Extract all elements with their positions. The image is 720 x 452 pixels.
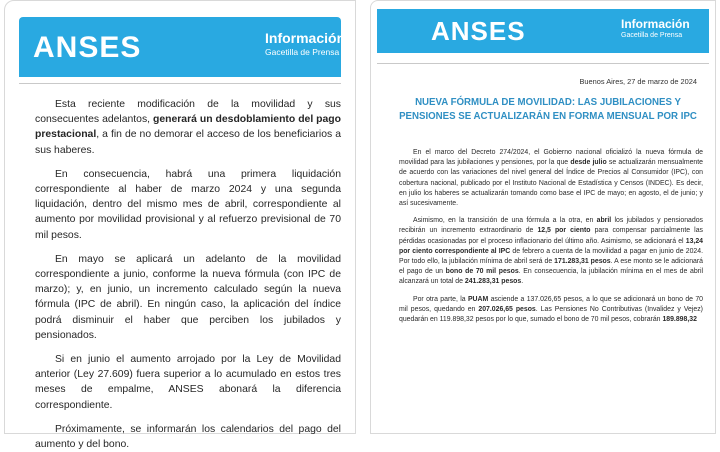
paragraph: En mayo se aplicará un adelanto de la movilidad correspondiente a junio, conforme la nueva fórmula (con IPC de marzo); y, en junio, un incremento calculado según la nueva fórmula (IPC de abril). En ningún caso, la aplicación del índice podrá disminuir el haber que perciben los jubilados y pensionados. <box>35 253 341 341</box>
anses-logo: ANSES <box>431 16 526 46</box>
info-label <box>265 31 345 58</box>
press-release-page-right <box>370 0 716 434</box>
paragraph: Por otra parte, la PUAM asciende a 137.026,65 pesos, a lo que se adicionará un bono de 70 mil pesos, quedando en 207.026,65 pesos. Las Pensiones No Contributivas (Invalidez y Vejez) quedarán en 119.898,32 pesos por lo que, sumado el bono de 70 mil pesos, cobrarán 189.898,32 <box>399 295 703 324</box>
paragraph: Si en junio el aumento arrojado por la Ley de Movilidad anterior (Ley 27.609) fuera superior a lo acumulado en estos tres meses de empalme, ANSES abonará la diferencia correspondiente. <box>35 354 341 411</box>
paragraph: En el marco del Decreto 274/2024, el Gobierno nacional oficializó la nueva fórmula de movilidad para las jubilaciones y pensiones, por la que desde julio se actualizarán mensualmente de acuerdo con las variaciones del nivel general del Índice de Precios al Consumidor (IPC), con cobertura nacional, publicado por el Instituto Nacional de Estadística y Censos (INDEC). Es decir, en julio los haberes se actualizarán tomando como base el IPC de mayo; en agosto, el de junio; y así sucesivamente. <box>399 149 704 208</box>
info-subtitle: Gacetilla de Prensa <box>621 32 683 40</box>
press-release-page-left <box>4 0 356 451</box>
info-title: Información <box>265 30 346 46</box>
paragraph: Próximamente, se informarán los calendarios del pago del aumento y del bono. <box>35 423 341 451</box>
release-date: Buenos Aires, 27 de marzo de 2024 <box>579 77 697 86</box>
body-text <box>399 148 703 325</box>
release-title: NUEVA FÓRMULA DE MOVILIDAD: LAS JUBILACIONES Y PENSIONES SE ACTUALIZARÁN EN FORMA MENSUAL POR IPC <box>399 97 697 122</box>
header-banner <box>377 9 709 53</box>
anses-logo: ANSES <box>33 31 142 64</box>
divider <box>19 83 341 84</box>
paragraph: Asimismo, en la transición de una fórmula a la otra, en abril los jubilados y pensionados recibirán un incremento extraordinario de 12,5 por ciento para compensar parcialmente las pérdidas ocasionadas por el proceso inflacionario del último año. Asimismo, se adicionará el 13,24 por ciento correspondiente al IPC de febrero a cuenta de la movilidad a pagar en junio de 2024. Por todo ello, la jubilación mínima de abril será de 171.283,31 pesos. A ese monto se le adicionará el pago de un bono de 70 mil pesos. En consecuencia, la jubilación mínima en el mes de abril alcanzará un total de 241.283,31 pesos. <box>399 217 704 286</box>
header-banner <box>19 17 346 77</box>
paragraph: Esta reciente modificación de la movilidad y sus consecuentes adelantos, generará un desdoblamiento del pago prestacional, a fin de no demorar el acceso de los beneficiarios a sus haberes. <box>35 99 341 156</box>
body-text <box>35 97 341 452</box>
info-subtitle: Gacetilla de Prensa <box>265 47 340 58</box>
info-title: Información <box>621 17 690 31</box>
paragraph: En consecuencia, habrá una primera liquidación correspondiente al haber de marzo 2024 y una segunda liquidación, dentro del mismo mes de abril, correspondiente al aumento por movilidad provisional y al refuerzo previsional de 70 mil pesos. <box>35 168 341 241</box>
info-label <box>621 18 690 40</box>
divider <box>377 63 709 64</box>
